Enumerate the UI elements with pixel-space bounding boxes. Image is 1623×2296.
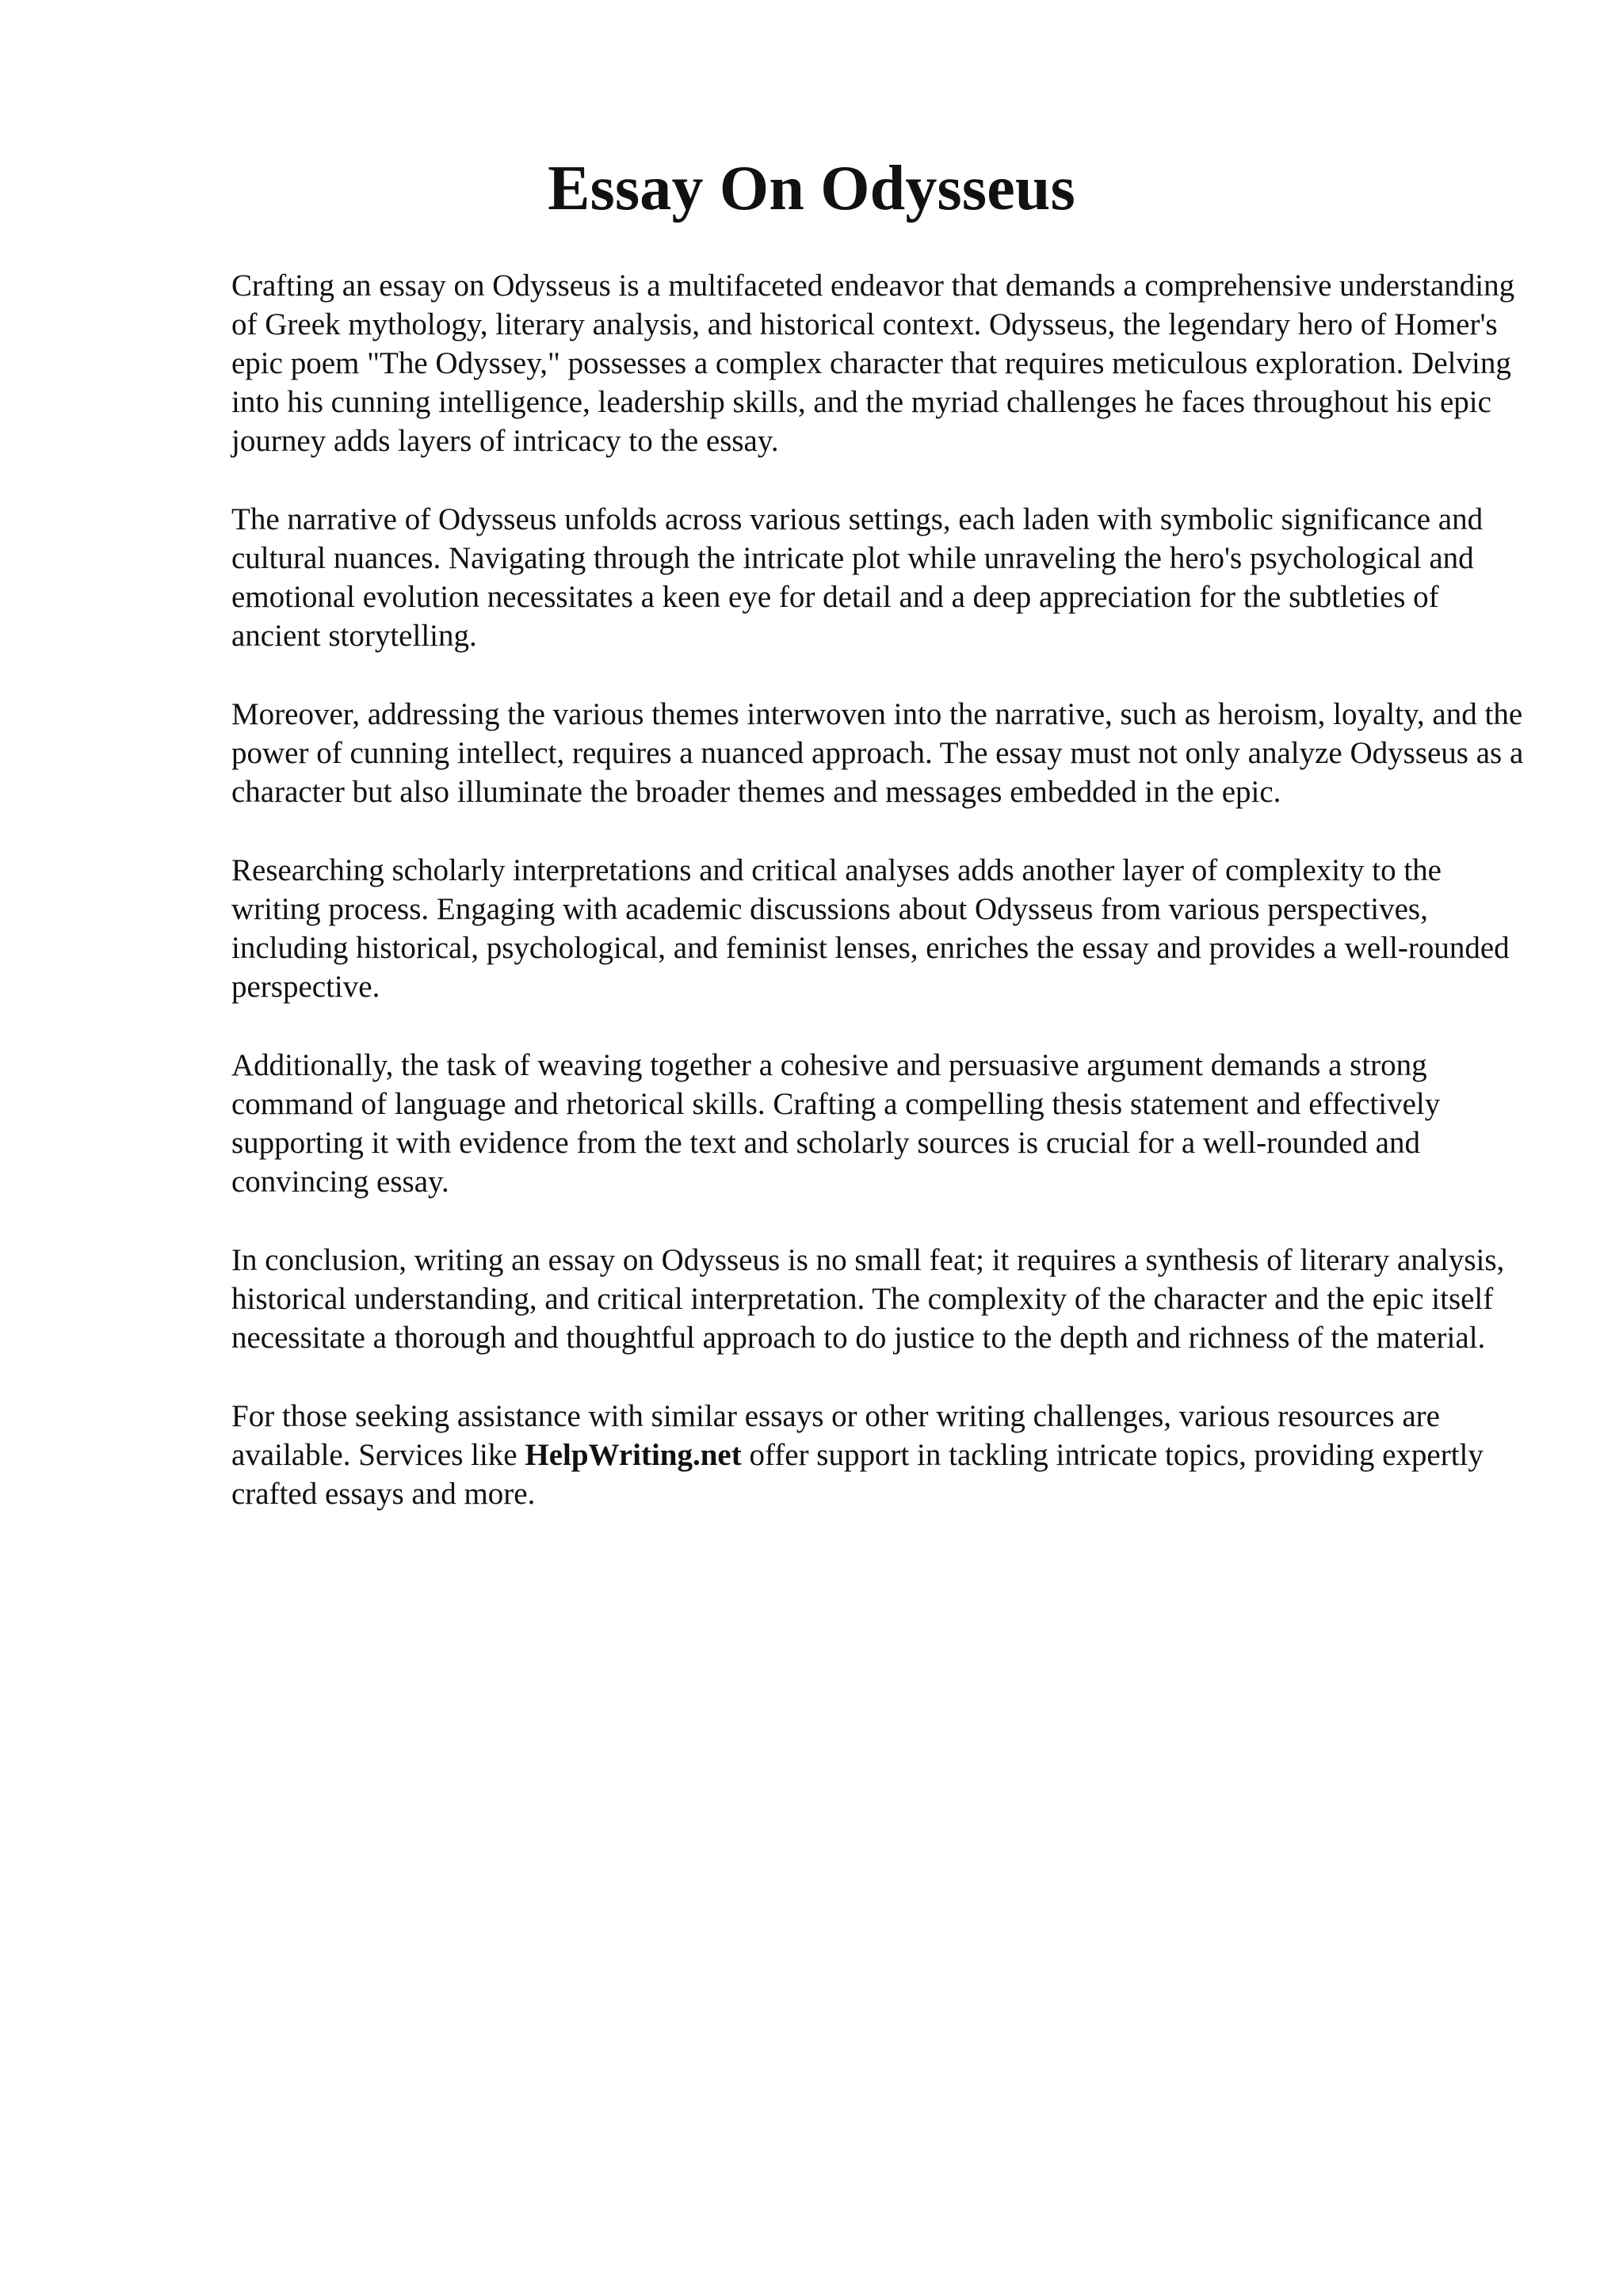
- paragraph-closing: [231, 1397, 1531, 1513]
- paragraph-5: Additionally, the task of weaving together a cohesive and persuasive argument demands a strong command of language and rhetorical skills. Crafting a compelling thesis statement and effectively supporting it with evidence from the text and scholarly sources is crucial for a well-rounded and convincing essay.: [231, 1048, 1441, 1199]
- closing-text-before: For those seeking assistance with similar essays or other writing challenges, various resources are available. Services like: [231, 1399, 1440, 1472]
- paragraph-4: Researching scholarly interpretations and critical analyses adds another layer of complexity to the writing process. Engaging with academic discussions about Odysseus from various perspectives, including historical, psychological, and feminist lenses, enriches the essay and provides a well-rounded perspective.: [231, 853, 1510, 1004]
- paragraph-3: Moreover, addressing the various themes interwoven into the narrative, such as heroism, loyalty, and the power of cunning intellect, requires a nuanced approach. The essay must not only analyze Odysseus as a character but also illuminate the broader themes and messages embedded in the epic.: [231, 697, 1524, 809]
- closing-text-after: offer support in tackling intricate topics, providing expertly crafted essays and more.: [231, 1438, 1484, 1511]
- document-body: [231, 266, 1531, 1513]
- paragraph-2: The narrative of Odysseus unfolds across various settings, each laden with symbolic significance and cultural nuances. Navigating through the intricate plot while unraveling the hero's psychological and emotional evolution necessitates a keen eye for detail and a deep appreciation for the subtleties of ancient storytelling.: [231, 502, 1484, 653]
- paragraph-6: In conclusion, writing an essay on Odysseus is no small feat; it requires a synthesis of literary analysis, historical understanding, and critical interpretation. The complexity of the character and the epic itself necessitate a thorough and thoughtful approach to do justice to the depth and richness of the material.: [231, 1243, 1505, 1355]
- service-name: HelpWriting.net: [525, 1438, 742, 1472]
- document-title: Essay On Odysseus: [548, 154, 1075, 223]
- paragraph-1: Crafting an essay on Odysseus is a multifaceted endeavor that demands a comprehensive understanding of Greek mythology, literary analysis, and historical context. Odysseus, the legendary hero of Homer's epic poem "The Odyssey," possesses a complex character that requires meticulous exploration. Delving into his cunning intelligence, leadership skills, and the myriad challenges he faces throughout his epic journey adds layers of intricacy to the essay.: [231, 269, 1515, 458]
